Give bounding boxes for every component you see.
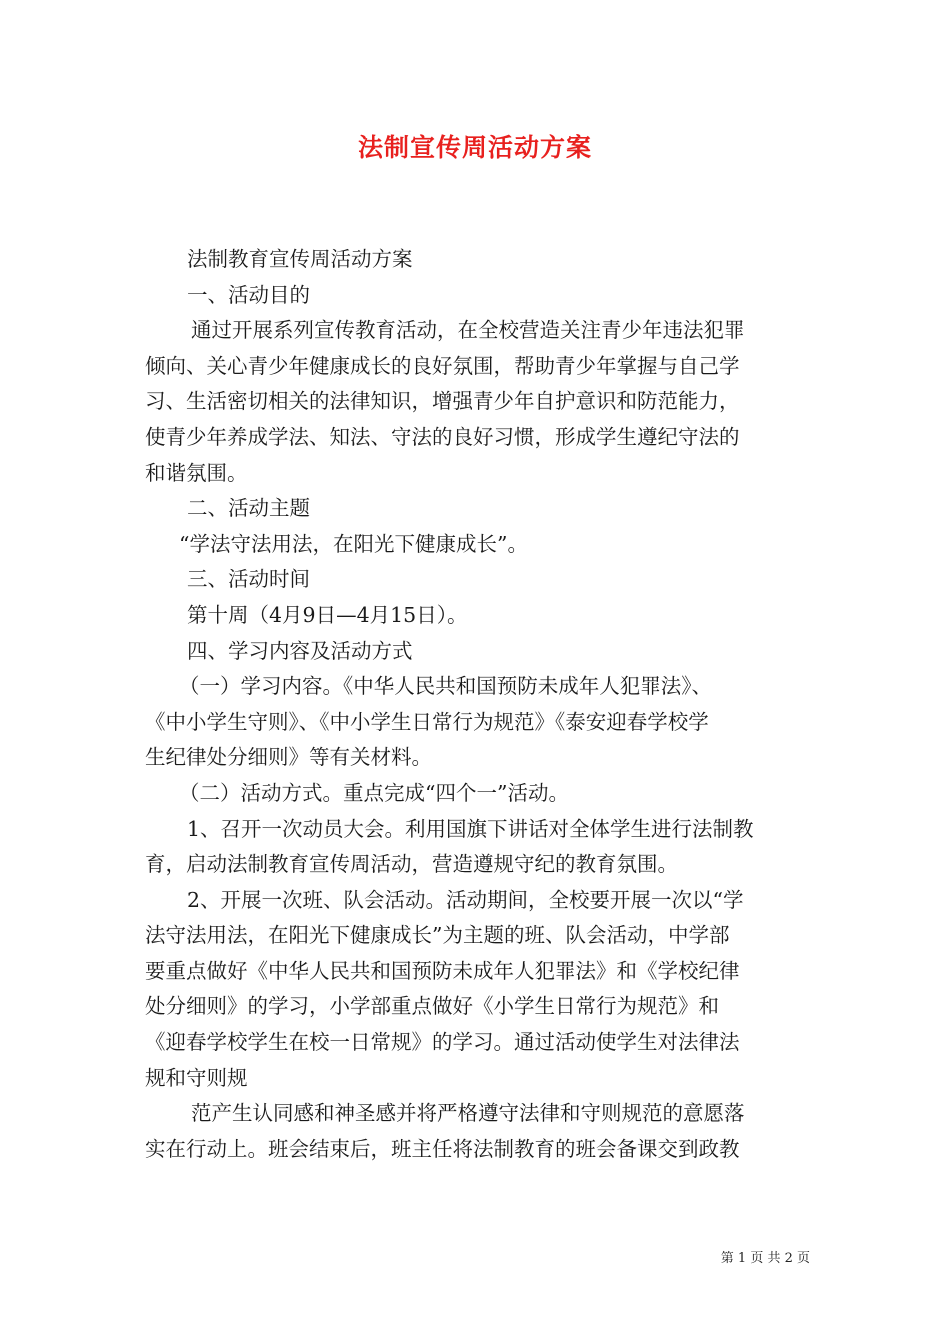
document-body bbox=[145, 242, 810, 1167]
page-number: 第 1 页 共 2 页 bbox=[720, 1251, 810, 1266]
section-heading: 二、活动主题 bbox=[187, 496, 310, 521]
body-line: 通过开展系列宣传教育活动，在全校营造关注青少年违法犯罪 bbox=[191, 318, 745, 343]
body-line: 育，启动法制教育宣传周活动，营造遵规守纪的教育氛围。 bbox=[145, 852, 678, 877]
body-line: 《中小学生守则》、《中小学生日常行为规范》《泰安迎春学校学 bbox=[145, 709, 709, 734]
body-line: 倾向、关心青少年健康成长的良好氛围，帮助青少年掌握与自己学 bbox=[145, 353, 740, 378]
body-line: 第十周（4月9日—4月15日）。 bbox=[187, 602, 468, 627]
body-line: 实在行动上。班会结束后，班主任将法制教育的班会备课交到政教 bbox=[145, 1136, 740, 1161]
body-line: 使青少年养成学法、知法、守法的良好习惯，形成学生遵纪守法的 bbox=[145, 424, 740, 449]
body-line: “学法守法用法，在阳光下健康成长”。 bbox=[179, 531, 528, 556]
body-line: 规和守则规 bbox=[145, 1065, 248, 1090]
body-line: 要重点做好《中华人民共和国预防未成年人犯罪法》和《学校纪律 bbox=[145, 958, 740, 983]
body-line: 和谐氛围。 bbox=[145, 460, 248, 485]
body-line: （二）活动方式。重点完成“四个一”活动。 bbox=[179, 780, 569, 805]
document-title: 法制宣传周活动方案 bbox=[357, 133, 592, 162]
section-heading: 四、学习内容及活动方式 bbox=[187, 638, 413, 663]
section-heading: 一、活动目的 bbox=[187, 282, 310, 307]
section-heading: 三、活动时间 bbox=[187, 567, 310, 592]
body-line: 处分细则》的学习，小学部重点做好《小学生日常行为规范》和 bbox=[145, 994, 719, 1019]
body-line: 法制教育宣传周活动方案 bbox=[187, 247, 413, 271]
body-line: 2、开展一次班、队会活动。活动期间，全校要开展一次以“学 bbox=[187, 887, 744, 912]
body-line: 习、生活密切相关的法律知识，增强青少年自护意识和防范能力， bbox=[145, 389, 740, 414]
body-line: 生纪律处分细则》等有关材料。 bbox=[145, 745, 432, 770]
body-line: 法守法用法，在阳光下健康成长”为主题的班、队会活动，中学部 bbox=[145, 923, 730, 948]
body-line: （一）学习内容。《中华人民共和国预防未成年人犯罪法》、 bbox=[179, 674, 712, 699]
body-line: 1、召开一次动员大会。利用国旗下讲话对全体学生进行法制教 bbox=[187, 816, 754, 841]
body-line: 《迎春学校学生在校一日常规》的学习。通过活动使学生对法律法 bbox=[145, 1030, 740, 1055]
body-line: 范产生认同感和神圣感并将严格遵守法律和守则规范的意愿落 bbox=[191, 1101, 745, 1126]
